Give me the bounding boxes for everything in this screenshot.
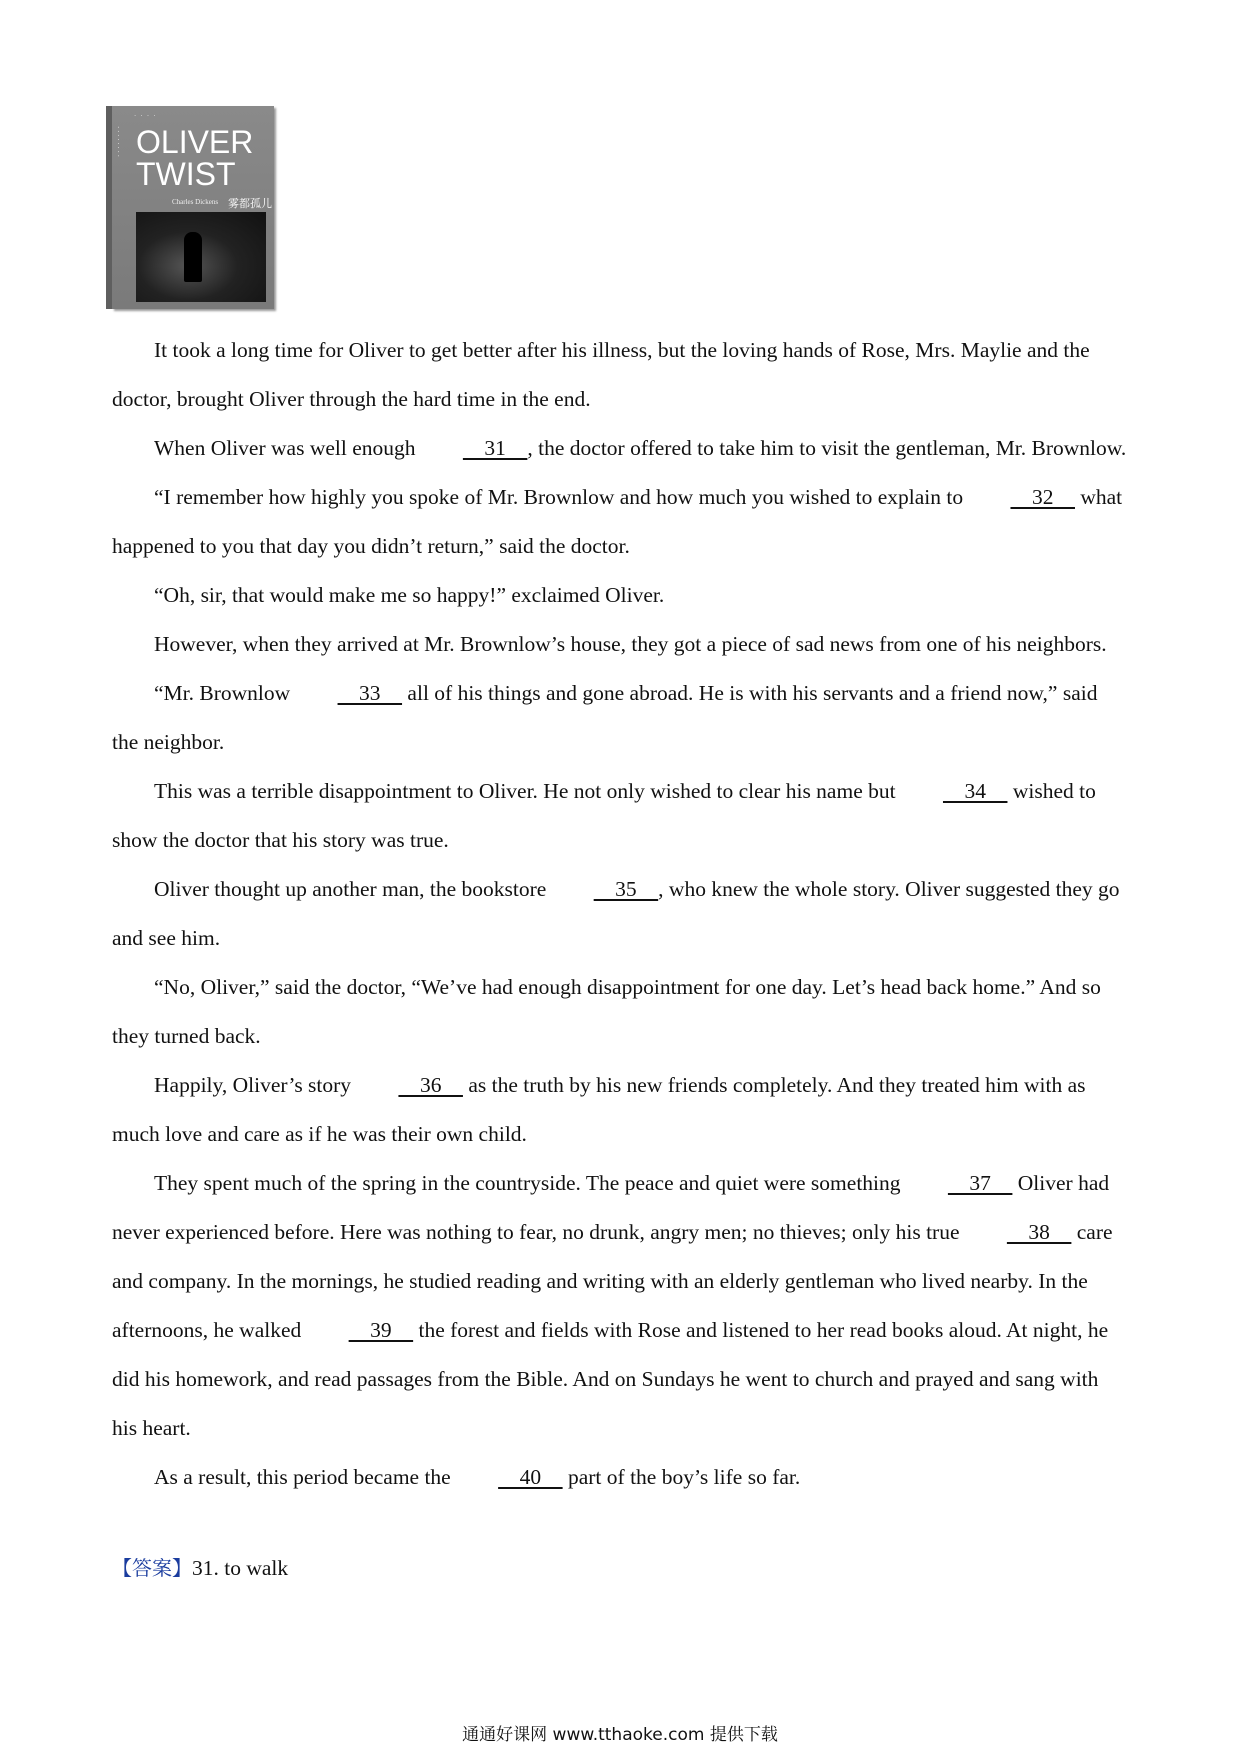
cloze-passage — [112, 326, 1128, 1502]
paragraph — [112, 620, 1128, 669]
paragraph-text: “I remember how highly you spoke of Mr. Brownlow and how much you wished to explain to — [154, 485, 969, 509]
page-footer: 通通好课网 www.tthaoke.com 提供下载 — [462, 1725, 778, 1745]
book-cover-image — [112, 106, 274, 309]
blank-39: 39 — [348, 1318, 414, 1342]
paragraph — [112, 1061, 1128, 1159]
paragraph-text: Oliver had never experienced before. Here was nothing to fear, no drunk, angry men; no thieves; only his true — [112, 1171, 1110, 1244]
paragraph-text: When Oliver was well enough — [154, 436, 421, 460]
blank-35: 35 — [593, 877, 659, 901]
cover-spine-text: · · · · · · · · — [114, 126, 122, 157]
cover-chinese-title: 雾都孤儿 — [228, 197, 272, 210]
paragraph-text: care and company. In the mornings, he studied reading and writing with an elderly gentleman who lived nearby. In the afternoons, he walked — [112, 1220, 1113, 1342]
paragraph — [112, 473, 1128, 571]
cover-photo — [136, 212, 266, 302]
paragraph-text: “No, Oliver,” said the doctor, “We’ve had enough disappointment for one day. Let’s head back home.” And so they turned back. — [112, 975, 1101, 1048]
paragraph — [112, 424, 1128, 473]
blank-33: 33 — [337, 681, 403, 705]
cover-series-marks: · · · · — [134, 112, 157, 120]
paragraph-text: , the doctor offered to take him to visit the gentleman, Mr. Brownlow. — [527, 436, 1127, 460]
paragraph — [112, 767, 1128, 865]
paragraph — [112, 326, 1128, 424]
paragraph-text: As a result, this period became the — [154, 1465, 457, 1489]
paragraph — [112, 571, 1128, 620]
paragraph-text: It took a long time for Oliver to get better after his illness, but the loving hands of Rose, Mrs. Maylie and the doctor, brought Oliver through the hard time in the end. — [112, 338, 1090, 411]
blank-40: 40 — [498, 1465, 563, 1489]
cover-title-line2: TWIST — [136, 156, 236, 192]
paragraph-text: all of his things and gone abroad. He is with his servants and a friend now,” said the neighbor. — [112, 681, 1098, 754]
paragraph-text: Oliver thought up another man, the bookstore — [154, 877, 552, 901]
paragraph — [112, 1159, 1128, 1453]
cover-author: Charles Dickens — [172, 198, 219, 206]
paragraph — [112, 1453, 1128, 1502]
blank-37: 37 — [947, 1171, 1013, 1195]
answer-line — [112, 1553, 288, 1583]
paragraph-text: However, when they arrived at Mr. Brownlow’s house, they got a piece of sad news from one of his neighbors. — [154, 632, 1107, 656]
paragraph-text: the forest and fields with Rose and listened to her read books aloud. At night, he did his homework, and read passages from the Bible. And on Sundays he went to church and prayed and sang with his heart. — [112, 1318, 1109, 1440]
paragraph — [112, 963, 1128, 1061]
answer-tag: 【答案】 — [112, 1556, 192, 1580]
paragraph-text: as the truth by his new friends completely. And they treated him with as much love and care as if he was their own child. — [112, 1073, 1086, 1146]
paragraph-text: This was a terrible disappointment to Oliver. He not only wished to clear his name but — [154, 779, 901, 803]
paragraph-text: “Oh, sir, that would make me so happy!” exclaimed Oliver. — [154, 583, 665, 607]
answer-text: 31. to walk — [192, 1556, 289, 1580]
blank-38: 38 — [1006, 1220, 1072, 1244]
paragraph-text: They spent much of the spring in the countryside. The peace and quiet were something — [154, 1171, 906, 1195]
cover-title-line1: OLIVER — [136, 124, 254, 160]
paragraph-text: part of the boy’s life so far. — [562, 1465, 801, 1489]
blank-31: 31 — [462, 436, 528, 460]
paragraph-text: what happened to you that day you didn’t return,” said the doctor. — [112, 485, 1123, 558]
paragraph-text: , who knew the whole story. Oliver suggested they go and see him. — [112, 877, 1120, 950]
paragraph-text: “Mr. Brownlow — [154, 681, 296, 705]
paragraph — [112, 865, 1128, 963]
paragraph — [112, 669, 1128, 767]
blank-32: 32 — [1010, 485, 1075, 509]
blank-34: 34 — [942, 779, 1008, 803]
paragraph-text: wished to show the doctor that his story was true. — [112, 779, 1096, 852]
blank-36: 36 — [398, 1073, 463, 1097]
cover-figure — [184, 232, 202, 282]
paragraph-text: Happily, Oliver’s story — [154, 1073, 357, 1097]
